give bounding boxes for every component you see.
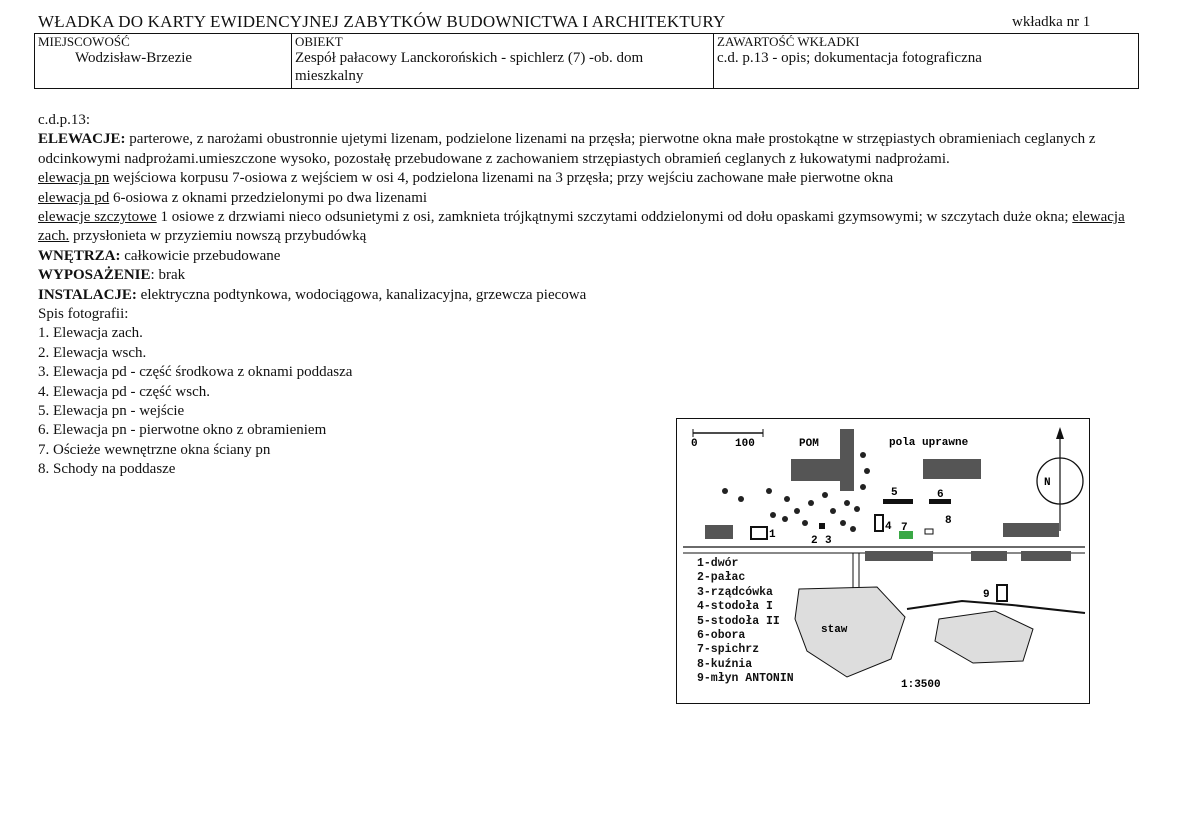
north-label: N [1044, 477, 1051, 489]
legend-item: 2-pałac [697, 571, 746, 585]
scale-100: 100 [735, 438, 755, 450]
instalacje-para [38, 286, 1148, 305]
building-mlyn [997, 585, 1007, 601]
building-stodola-ii [883, 499, 913, 504]
photo-item: 3. Elewacja pd - część środkowa z oknami poddasza [38, 364, 353, 381]
miejscowosc-label: MIEJSCOWOŚĆ [38, 34, 130, 49]
pom-label: POM [799, 438, 819, 450]
szczyt-label: elewacje szczytowe [38, 209, 157, 226]
pd-text: 6-osiowa z oknami przedzielonymi po dwa lizenami [109, 189, 428, 206]
building-block [705, 525, 733, 539]
building-block [1003, 523, 1059, 537]
card-title: WŁADKA DO KARTY EWIDENCYJNEJ ZABYTKÓW BUDOWNICTWA I ARCHITEKTURY [38, 12, 726, 31]
zawartosc-label: ZAWARTOŚĆ WKŁADKI [717, 34, 860, 49]
szczyt-text: 1 osiowe z drzwiami nieco odsunietymi z osi, zamknieta trójkątnymi szczytami oddzielonymi od dołu opaskami gzymsowymi; w szczytach duże okna; [156, 209, 1073, 226]
building-block [791, 459, 841, 481]
building-block [840, 429, 854, 491]
wyposazenie-text: : brak [150, 267, 186, 284]
legend-item: 8-kuźnia [697, 657, 753, 671]
photo-item: 2. Elewacja wsch. [38, 344, 147, 361]
miejscowosc-value: Wodzisław-Brzezie [75, 50, 193, 66]
num-8: 8 [945, 515, 952, 527]
scale-ratio: 1:3500 [901, 679, 941, 691]
building-block [865, 551, 933, 561]
pd-label: elewacja pd [38, 189, 110, 206]
pn-label: elewacja pn [38, 170, 110, 187]
insert-number: wkładka nr 1 [1012, 14, 1091, 30]
photo-item: 7. Ościeże wewnętrzne okna ściany pn [38, 441, 271, 458]
zach-text: przysłonieta w przyziemiu nowszą przybudówką [69, 228, 367, 245]
num-9: 9 [983, 589, 990, 601]
szczyt-para [38, 208, 1148, 247]
wnetrza-heading: WNĘTRZA: [38, 247, 121, 264]
obiekt-label: OBIEKT [295, 34, 343, 49]
pond-staw [795, 587, 905, 677]
num-6: 6 [937, 489, 944, 501]
zawartosc-value: c.d. p.13 - opis; dokumentacja fotograficzna [717, 50, 982, 66]
num-4: 4 [885, 521, 892, 533]
legend-item: 5-stodoła II [697, 614, 780, 628]
num-2: 2 [811, 535, 818, 547]
instalacje-heading: INSTALACJE: [38, 286, 137, 303]
building-block [971, 551, 1007, 561]
wnetrza-para [38, 247, 1148, 266]
wnetrza-text: całkowicie przebudowane [120, 247, 281, 264]
miejscowosc-cell [35, 34, 292, 89]
photo-item: 8. Schody na poddasze [38, 461, 176, 478]
wyposazenie-heading: WYPOSAŻENIE [38, 267, 151, 284]
legend-item: 4-stodoła I [697, 600, 773, 614]
legend-item: 1-dwór [697, 557, 739, 570]
zach-label: elewacja zach. [38, 209, 1125, 245]
num-3: 3 [825, 535, 832, 547]
pd-para [38, 189, 1148, 208]
north-arrowhead [1056, 427, 1064, 439]
elewacje-heading: ELEWACJE: [38, 131, 126, 148]
photo-list-heading: Spis fotografii: [38, 306, 129, 322]
photo-list [38, 305, 352, 480]
legend-item: 3-rządcówka [697, 585, 773, 599]
pn-para [38, 169, 1148, 188]
scale-0: 0 [691, 438, 698, 450]
elewacje-text: parterowe, z narożami obustronnie ujetymi lizenam, podzielone lizenami na przęsła; pierwotne okna małe prostokątne w strzępiastych obramieniach ceglanych z odcinkowymi nadprożami.umieszczone wysoko, pozostałę przebudowane z zachowaniem strzępiastych obramień ceglanych z łukowatymi nadprożami. [38, 131, 1096, 167]
description [38, 111, 1148, 305]
zawartosc-cell [714, 34, 1139, 89]
building-block [923, 459, 981, 479]
cdp-line: c.d.p.13: [38, 112, 91, 128]
legend-item: 6-obora [697, 629, 746, 643]
wyposazenie-para [38, 266, 1148, 285]
staw-label: staw [821, 624, 848, 636]
building-dwor [751, 527, 767, 539]
map-legend [697, 557, 794, 687]
building-rzadcowka [819, 523, 825, 529]
photo-item: 5. Elewacja pn - wejście [38, 403, 185, 420]
num-1: 1 [769, 529, 776, 541]
num-5: 5 [891, 487, 898, 499]
header-table [34, 33, 1139, 89]
photo-item: 6. Elewacja pn - pierwotne okno z obramieniem [38, 422, 327, 439]
elewacje-para [38, 130, 1148, 169]
site-map [676, 418, 1090, 704]
instalacje-text: elektryczna podtynkowa, wodociągowa, kanalizacyjna, grzewcza piecowa [136, 286, 587, 303]
obiekt-cell [292, 34, 714, 89]
obiekt-value: Zespół pałacowy Lanckorońskich - spichlerz (7) -ob. dom mieszkalny [295, 50, 644, 84]
photo-item: 1. Elewacja zach. [38, 325, 143, 342]
building-block [1021, 551, 1071, 561]
legend-item: 9-młyn ANTONIN [697, 672, 794, 686]
num-7: 7 [901, 522, 908, 534]
fields-label: pola uprawne [889, 437, 969, 449]
pn-text: wejściowa korpusu 7-osiowa z wejściem w osi 4, podzielona lizenami na 3 przęsła; przy wejściu zachowane małe pierwotne okna [109, 170, 894, 187]
building-kuznia [925, 529, 933, 534]
building-stodola-i [875, 515, 883, 531]
photo-item: 4. Elewacja pd - część wsch. [38, 383, 211, 400]
pond-east [935, 611, 1033, 663]
legend-item: 7-spichrz [697, 643, 760, 657]
